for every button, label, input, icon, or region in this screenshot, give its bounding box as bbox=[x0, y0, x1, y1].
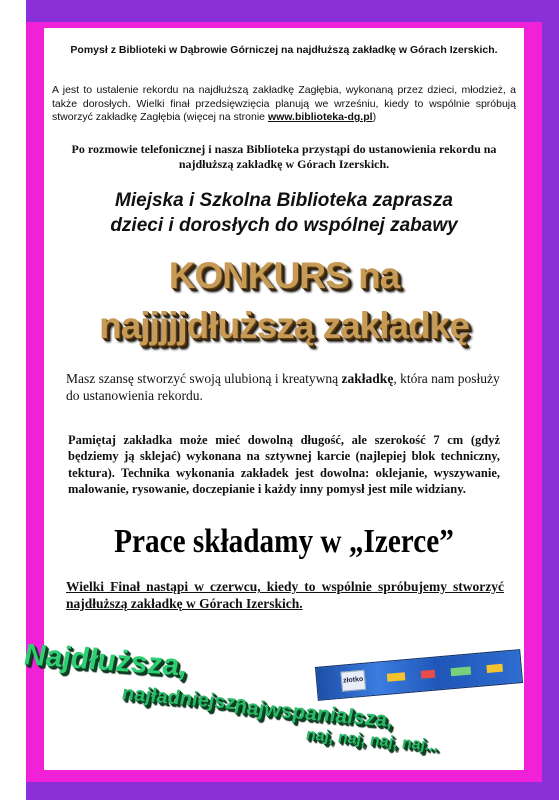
chance-paragraph bbox=[44, 370, 524, 404]
invitation-line-2: dzieci i dorosłych do wspólnej zabawy bbox=[110, 215, 458, 236]
bookmark-logo: złotko bbox=[340, 670, 366, 692]
invitation-line-1: Miejska i Szkolna Biblioteka zaprasza bbox=[115, 190, 453, 211]
poster-heading: Pomysł z Biblioteki w Dąbrowie Górniczej na najdłuższą zakładkę w Górach Izerskich. bbox=[70, 44, 498, 56]
slogan-2: najładniejsza, bbox=[122, 682, 253, 716]
slogan-4: naj, naj, naj, naj... bbox=[306, 726, 439, 755]
poster-page bbox=[24, 28, 524, 770]
intro-paragraph bbox=[44, 84, 524, 125]
slogan-1: Najdłuższa, bbox=[24, 638, 188, 683]
contest-title-line-2: najjjjjdłuższą zakładkę bbox=[99, 305, 469, 346]
bookmark-decoration bbox=[486, 664, 503, 673]
bookmark-decoration bbox=[421, 670, 436, 679]
intro-text: A jest to ustalenie rekordu na najdłuższą zakładkę Zagłębia, wykonaną przez dzieci, młodzież, a także dorosłych. Wielki finał przedsięwzięcia planują we wrześniu, kiedy to wspólnie spróbują stworzyć zakładkę Zagłębia (więcej na stronie bbox=[52, 84, 516, 123]
invitation bbox=[44, 188, 524, 238]
contest-title-line-1: KONKURS na bbox=[168, 255, 400, 296]
chance-text-after: , która nam posłuży do ustanowienia rekordu. bbox=[66, 371, 500, 403]
slogan-3: najwspanialsza, bbox=[234, 695, 393, 732]
rules-paragraph: Pamiętaj zakładka może mieć dowolną długość, ale szerokość 7 cm (gdyż będziemy ją sklejać) wykonana na sztywnej karcie (najlepiej blok techniczny, tektura). Technika wykonania zakładek jest dowolna: oklejanie, wyszywanie, malowanie, rysowanie, doczepianie i każdy inny pomysł jest mile widziany. bbox=[68, 433, 500, 497]
library-website-link[interactable]: www.biblioteka-dg.pl bbox=[267, 111, 373, 123]
phone-note: Po rozmowie telefonicznej i nasza Biblioteka przystąpi do ustanowienia rekordu na najdłuższą zakładkę w Górach Izerskich. bbox=[71, 142, 497, 171]
bookmark-image bbox=[315, 649, 523, 701]
bookmark-decoration bbox=[387, 672, 406, 682]
submission-heading: Prace składamy w „Izerce” bbox=[114, 523, 454, 560]
chance-text-bold: zakładkę bbox=[341, 371, 394, 386]
intro-close: ) bbox=[372, 111, 377, 123]
final-paragraph: Wielki Finał nastąpi w czerwcu, kiedy to wspólnie spróbujemy stworzyć najdłuższą zakładkę w Górach Izerskich. bbox=[66, 579, 504, 611]
chance-text-before: Masz szansę stworzyć swoją ulubioną i kreatywną bbox=[66, 371, 339, 386]
bookmark-decoration bbox=[451, 666, 472, 676]
